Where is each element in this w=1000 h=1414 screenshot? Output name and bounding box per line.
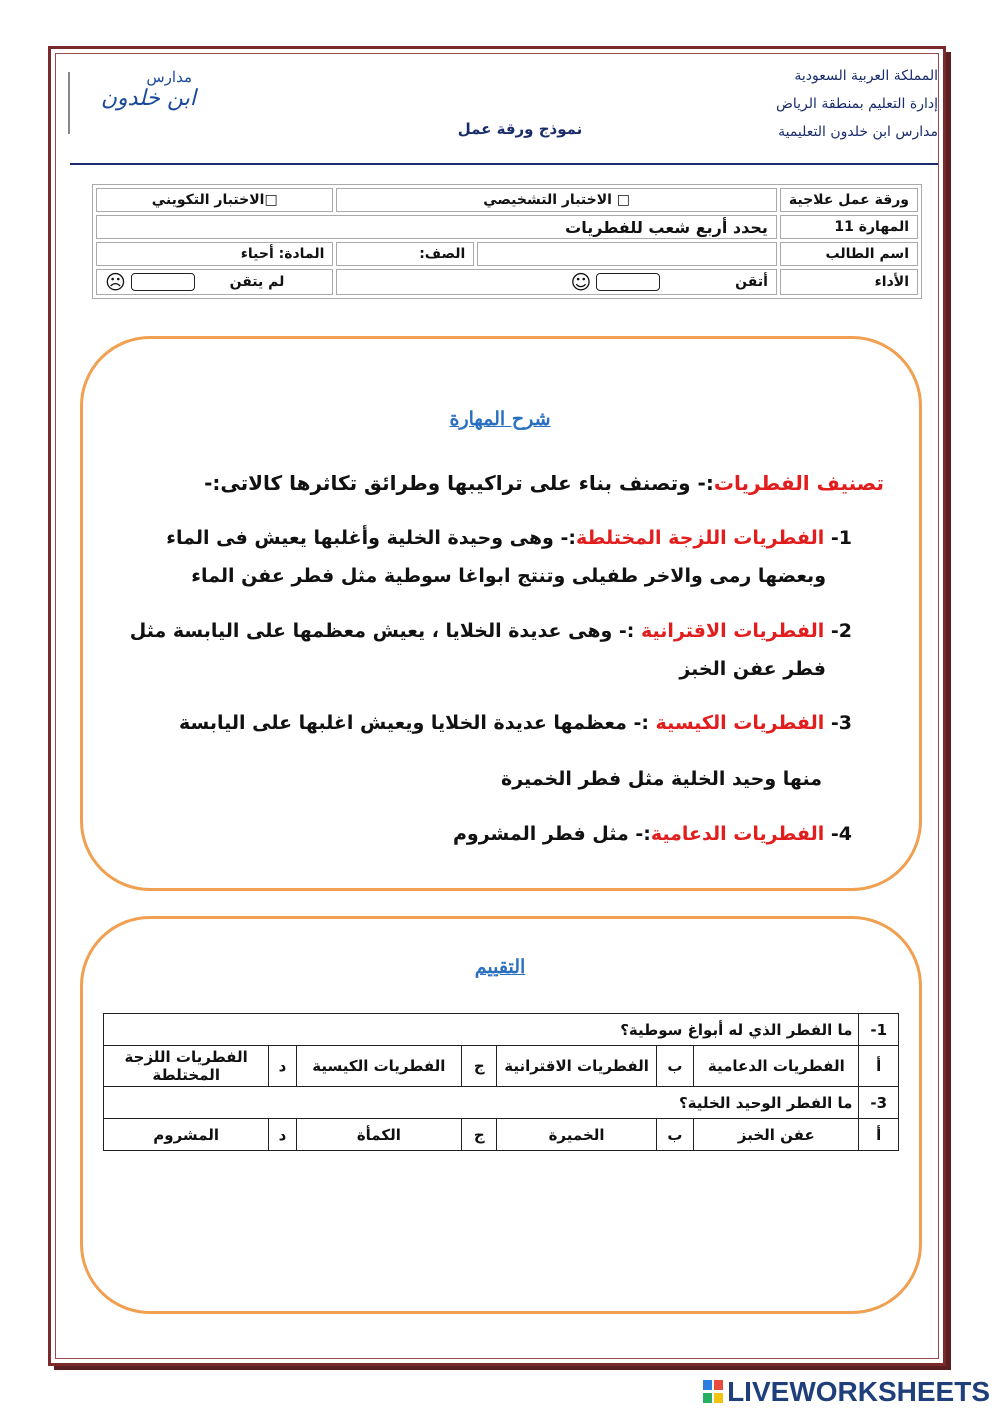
q1-letter-b: ب — [656, 1046, 694, 1087]
q2-option-c[interactable]: الكمأة — [296, 1119, 461, 1151]
info-row-skill — [96, 215, 918, 239]
question-2-text: ما الفطر الوحيد الخلية؟ — [104, 1087, 859, 1119]
q1-letter-a: أ — [859, 1046, 899, 1087]
assessment-title: التقييم — [474, 956, 526, 978]
info-row-type — [96, 188, 918, 212]
intro-paragraph — [204, 464, 884, 502]
mastered-cell — [336, 269, 777, 295]
q2-letter-c: ج — [461, 1119, 496, 1151]
q2-letter-a: أ — [859, 1119, 899, 1151]
q1-letter-c: ج — [461, 1046, 496, 1087]
not-mastered-label: لم يتقن — [229, 274, 285, 290]
question-2-row — [104, 1087, 899, 1119]
item-3-desc: :- معظمها عديدة الخلايا ويعيش اغلبها على اليابسة — [178, 712, 656, 734]
question-2-num: 3- — [859, 1087, 899, 1119]
mastered-box[interactable] — [596, 273, 660, 291]
item-1: 1- الفطريات اللزجة المختلطة:- وهى وحيدة الخلية وأغلبها يعيش فى الماء وبعضها رمى والاخر طفيلى وتنتج ابواغا سوطية مثل فطر عفن الماء — [166, 519, 852, 595]
item-3-desc2: منها وحيد الخلية مثل فطر الخميرة — [501, 768, 822, 790]
sheet-label: ورقة عمل علاجية — [780, 188, 918, 212]
header-line-3: مدارس ابن خلدون التعليمية — [778, 124, 938, 140]
school-logo — [68, 68, 202, 138]
q2-option-a[interactable]: عفن الخبز — [694, 1119, 859, 1151]
question-1-text: ما الفطر الذي له أبواغ سوطية؟ — [104, 1014, 859, 1046]
info-row-student — [96, 242, 918, 266]
item-2-desc: :- وهى عديدة الخلايا ، يعيش معظمها على اليابسة مثل — [129, 620, 642, 642]
item-2-name: الفطريات الاقترانية — [641, 620, 825, 642]
q1-option-b[interactable]: الفطريات الاقترانية — [497, 1046, 656, 1087]
item-3-name: الفطريات الكيسية — [655, 712, 825, 734]
opt-formative[interactable]: □الاختبار التكويني — [96, 188, 333, 212]
q1-option-a[interactable]: الفطريات الدعامية — [694, 1046, 859, 1087]
header-divider — [70, 163, 938, 165]
class-label[interactable]: الصف: — [336, 242, 474, 266]
item-1-name: الفطريات اللزجة المختلطة — [575, 527, 825, 549]
opt-diagnostic[interactable]: □ الاختبار التشخيصي — [336, 188, 777, 212]
q1-option-d[interactable]: الفطريات اللزجة المختلطة — [104, 1046, 269, 1087]
not-mastered-cell — [96, 269, 333, 295]
q2-letter-d: د — [269, 1119, 296, 1151]
item-3: 3- الفطريات الكيسية :- معظمها عديدة الخلايا ويعيش اغلبها على اليابسة منها وحيد الخلية مثل فطر الخميرة — [179, 704, 852, 798]
header-line-2: إدارة التعليم بمنطقة الرياض — [775, 96, 938, 112]
info-table — [92, 184, 922, 299]
question-1-num: 1- — [859, 1014, 899, 1046]
question-1-row — [104, 1014, 899, 1046]
intro-term: تصنيف الفطريات — [713, 471, 884, 495]
intro-rest: :- وتصنف بناء على تراكيبها وطرائق تكاثرها كالاتى:- — [204, 471, 714, 495]
question-1-options — [104, 1046, 899, 1087]
student-label: اسم الطالب — [780, 242, 918, 266]
mastered-label: أتقن — [735, 274, 768, 290]
item-4-name: الفطريات الدعامية — [650, 823, 825, 845]
quiz-table — [103, 1013, 899, 1151]
item-2-desc2: فطر عفن الخبز — [679, 658, 826, 680]
q2-letter-b: ب — [656, 1119, 694, 1151]
item-1-desc2: وبعضها رمى والاخر طفيلى وتنتج ابواغا سوطية مثل فطر عفن الماء — [191, 565, 826, 587]
liveworksheets-logo-icon — [703, 1380, 723, 1404]
item-2: 2- الفطريات الاقترانية :- وهى عديدة الخلايا ، يعيش معظمها على اليابسة مثل فطر عفن الخبز — [130, 612, 852, 688]
q2-option-d[interactable]: المشروم — [104, 1119, 269, 1151]
logo-main-text: ابن خلدون — [100, 86, 196, 111]
logo-top-text: مدارس — [146, 68, 192, 86]
liveworksheets-text: LIVEWORKSHEETS — [727, 1376, 990, 1407]
q1-option-c[interactable]: الفطريات الكيسية — [296, 1046, 461, 1087]
info-row-performance — [96, 269, 918, 295]
subject-label: المادة: أحياء — [96, 242, 333, 266]
q2-option-b[interactable]: الخميرة — [497, 1119, 656, 1151]
question-2-options — [104, 1119, 899, 1151]
item-1-desc: :- وهى وحيدة الخلية وأغلبها يعيش فى الماء — [166, 527, 576, 549]
student-name-field[interactable] — [477, 242, 777, 266]
item-4: 4- الفطريات الدعامية:- مثل فطر المشروم — [452, 823, 852, 845]
happy-face-icon: ☺ — [570, 270, 592, 294]
explanation-title: شرح المهارة — [449, 408, 551, 430]
sad-face-icon: ☹ — [105, 270, 126, 294]
skill-label: المهارة 11 — [780, 215, 918, 239]
performance-label: الأداء — [780, 269, 918, 295]
not-mastered-box[interactable] — [131, 273, 195, 291]
skill-value: يحدد أربع شعب للفطريات — [96, 215, 777, 239]
liveworksheets-watermark — [703, 1376, 990, 1408]
worksheet-type: نموذج ورقة عمل — [457, 120, 583, 138]
header-line-1: المملكة العربية السعودية — [794, 68, 938, 84]
item-4-desc: :- مثل فطر المشروم — [452, 823, 651, 845]
q1-letter-d: د — [269, 1046, 296, 1087]
header-institution — [776, 62, 938, 146]
